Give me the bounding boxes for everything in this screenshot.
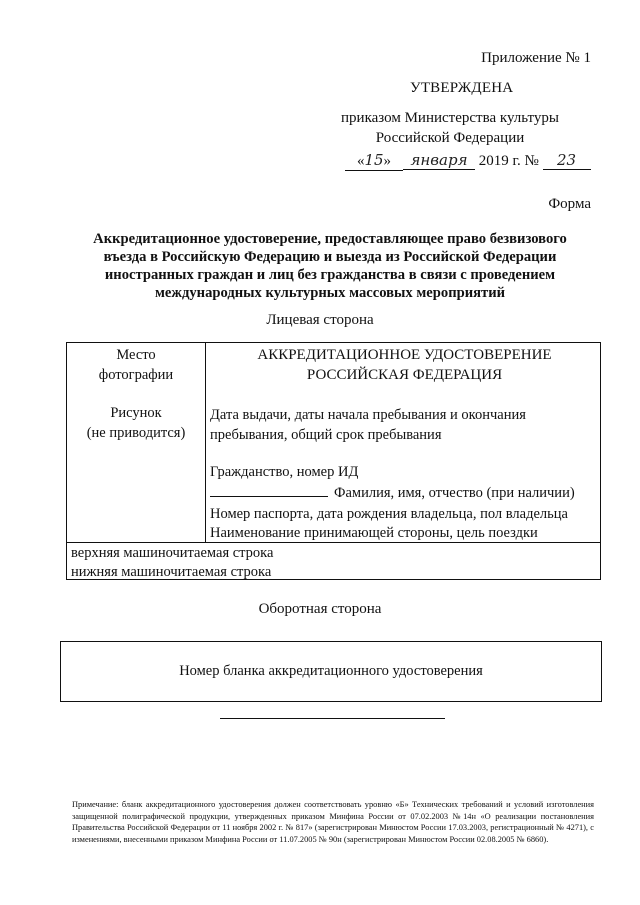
photo-label-line-1: Место [116,347,156,363]
appendix-number: Приложение № 1 [481,50,591,66]
picture-label-line-2: (не приводится) [86,425,186,441]
order-line-2: Российской Федерации [375,130,525,146]
date-month-handwritten: января [403,152,475,170]
card-header-line-1: АККРЕДИТАЦИОННОЕ УДОСТОВЕРЕНИЕ [257,347,552,363]
field-passport: Номер паспорта, дата рождения владельца, пол владельца [210,506,568,522]
photo-placeholder [67,345,205,385]
mrz-top-line: верхняя машиночитаемая строка [71,545,274,561]
order-date-line [345,152,591,171]
picture-placeholder [67,403,205,443]
back-side-label: Оборотная сторона [258,601,382,617]
field-citizenship: Гражданство, номер ИД [210,464,359,480]
name-blank-line [210,484,328,497]
front-side-label: Лицевая сторона [266,312,374,328]
order-line-1: приказом Министерства культуры [341,110,559,126]
footnote: Примечание: бланк аккредитационного удостоверения должен соответствовать уровню «Б» Технических требований и условий изготовления защищенной полиграфической продукции, утвержденных приказом Минфина России от 07.02.2003 №14н «О реализации постановления Правительства Российской Федерации от 11 ноября 2002 г. № 817» (зарегистрирован Минюстом России 17.03.2003, регистрационный № 4271), с изменениями, внесенными приказом Минфина России от 11.07.2005 № 90н (зарегистрирован Минюстом России 02.08.2005 № 6860). [72,800,594,844]
separator-line [220,718,445,719]
back-side-card [60,641,602,702]
blank-number-label: Номер бланка аккредитационного удостоверения [179,663,483,679]
card-header-line-2: РОССИЙСКАЯ ФЕДЕРАЦИЯ [306,367,503,383]
field-host: Наименование принимающей стороны, цель поездки [210,525,538,541]
card-header [207,345,602,385]
form-label: Форма [548,196,591,212]
date-year-text: 2019 г. № [478,153,539,169]
picture-label-line-1: Рисунок [110,405,162,421]
field-dates: Дата выдачи, даты начала пребывания и окончания пребывания, общий срок пребывания [210,407,526,443]
field-name: Фамилия, имя, отчество (при наличии) [334,485,575,501]
front-side-card [66,342,601,580]
photo-label-line-2: фотографии [98,367,174,383]
field-name-row [210,483,575,503]
approved-stamp-text: УТВЕРЖДЕНА [410,80,514,96]
photo-column-divider [205,343,206,542]
order-number-handwritten: 23 [543,152,591,170]
mrz-bottom-line: нижняя машиночитаемая строка [71,564,272,580]
document-title: Аккредитационное удостоверение, предоставляющее право безвизового въезда в Российскую Федерацию и выезда из Российской Федерации иностранных граждан и лиц без гражданства в связи с проведением международных культурных массовых мероприятий [93,231,567,301]
date-day-field: «15» [345,152,403,171]
